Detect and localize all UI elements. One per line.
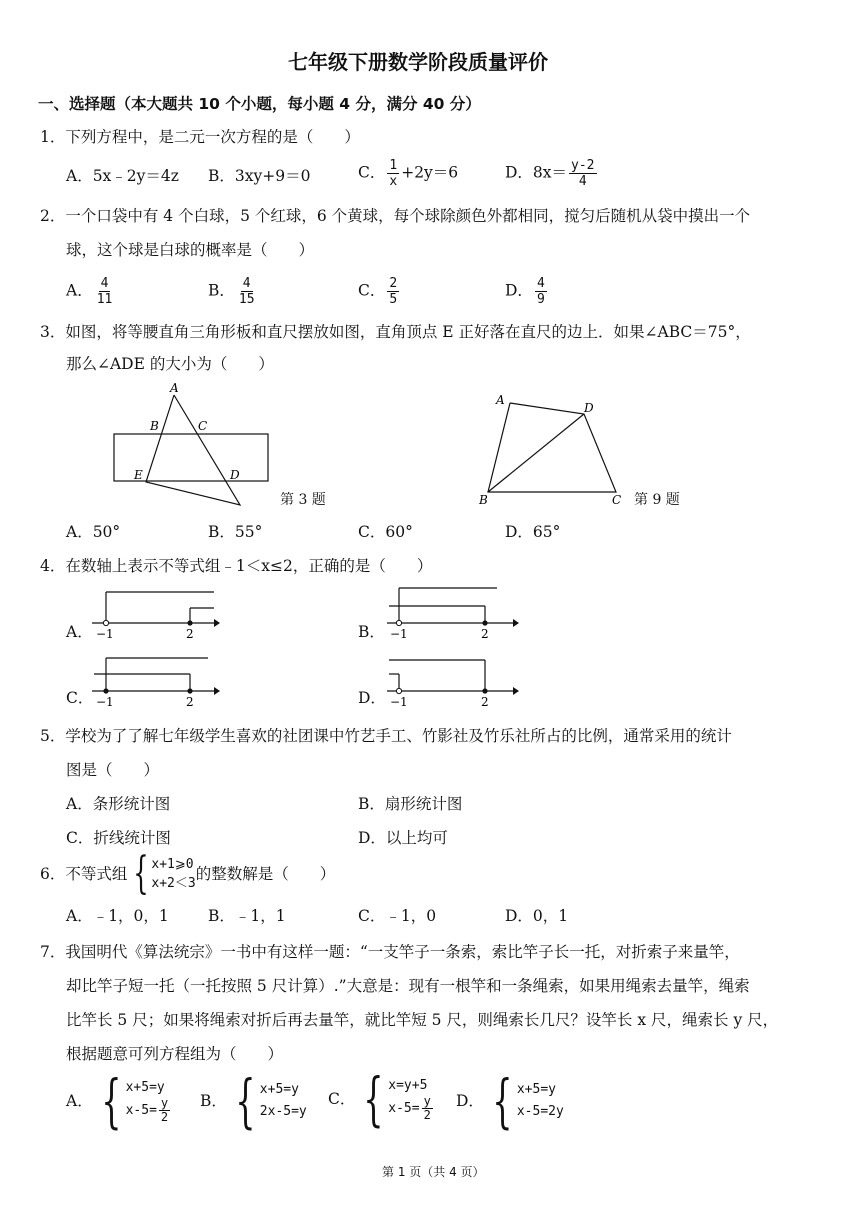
q7-stem-line4: 根据题意可列方程组为（ ） xyxy=(66,1045,284,1063)
q4-stem: 4．在数轴上表示不等式组﹣1＜x≤2，正确的是（ ） xyxy=(40,557,433,575)
label-e: E xyxy=(134,468,143,482)
tick-2: 2 xyxy=(481,627,489,640)
q2-option-c: C． $\frac{2}{5}$ xyxy=(358,276,398,307)
tick-2: 2 xyxy=(186,695,194,708)
q7-option-c: C． { x=y+5 x-5= $\frac{y}{2}$ xyxy=(328,1065,431,1133)
q1-option-d: D．8x＝ $\frac{y-2}{4}$ xyxy=(505,158,595,189)
q3-option-b: B．55° xyxy=(208,523,263,541)
q4-option-b-label: B． xyxy=(358,623,385,641)
q3-stem-line2: 那么∠ADE 的大小为（ ） xyxy=(66,355,274,373)
q2-option-b: B． $\frac{4}{15}$ xyxy=(208,276,255,307)
q5-stem-line2: 图是（ ） xyxy=(66,761,160,779)
q4-option-c-label: C． xyxy=(66,689,94,707)
q2-stem-line1: 2．一个口袋中有 4 个白球，5 个红球，6 个黄球，每个球除颜色外都相同，搅匀后随机从袋中摸出一个 xyxy=(40,207,751,225)
label-a: A xyxy=(170,381,179,395)
label-c: C xyxy=(612,493,622,507)
q6-option-a: A．﹣1，0，1 xyxy=(66,907,169,925)
tick-minus1: −1 xyxy=(96,627,114,640)
section-heading: 一、选择题（本大题共 10 个小题，每小题 4 分，满分 40 分） xyxy=(38,95,481,113)
q1-stem: 1．下列方程中，是二元一次方程的是（ ） xyxy=(40,128,360,146)
q2-stem-line2: 球，这个球是白球的概率是（ ） xyxy=(66,241,315,259)
q2-option-d: D． $\frac{4}{9}$ xyxy=(505,276,545,307)
q3-option-c: C．60° xyxy=(358,523,413,541)
q3-figure xyxy=(100,378,290,508)
tick-2: 2 xyxy=(481,695,489,708)
q4-numberline-a xyxy=(90,588,220,640)
q5-option-a: A．条形统计图 xyxy=(66,795,171,813)
q7-option-b: B． { x+5=y 2x-5=y xyxy=(200,1067,307,1135)
page-footer: 第 1 页（共 4 页） xyxy=(382,1165,485,1179)
q5-option-d: D．以上均可 xyxy=(358,829,448,847)
q7-stem-line1: 7．我国明代《算法统宗》一书中有这样一题：“一支竿子一条索，索比竿子长一托，对折索子来量竿， xyxy=(40,943,740,961)
tick-minus1: −1 xyxy=(390,627,408,640)
q1-option-c: C． $\frac{1}{x}$ +2y＝6 xyxy=(358,158,459,189)
q3-stem-line1: 3．如图，将等腰直角三角形板和直尺摆放如图，直角顶点 E 正好落在直尺的边上．如果∠ABC＝75°， xyxy=(40,323,751,341)
label-b: B xyxy=(150,419,159,433)
q4-option-a-label: A． xyxy=(66,623,93,641)
q4-option-d-label: D． xyxy=(358,689,386,707)
label-d: D xyxy=(230,468,240,482)
tick-minus1: −1 xyxy=(96,695,114,708)
q5-option-b: B．扇形统计图 xyxy=(358,795,463,813)
triangle xyxy=(146,395,240,505)
q1-option-a: A．5x﹣2y＝4z xyxy=(66,167,179,185)
q4-numberline-d xyxy=(385,652,520,708)
q6-option-c: C．﹣1，0 xyxy=(358,907,437,925)
tick-minus1: −1 xyxy=(390,695,408,708)
q4-numberline-b xyxy=(385,584,520,640)
label-a: A xyxy=(496,393,505,407)
q7-option-a: A． { x+5=y x-5= $\frac{y}{2}$ xyxy=(66,1067,169,1135)
q5-stem-line1: 5．学校为了了解七年级学生喜欢的社团课中竹艺手工、竹影社及竹乐社所占的比例，通常采用的统计 xyxy=(40,727,732,745)
q3-figure-caption: 第 3 题 xyxy=(280,492,326,508)
q7-stem-line3: 比竿长 5 尺；如果将绳索对折后再去量竿，就比竿短 5 尺，则绳索长几尺？设竿长 x 尺，绳索长 y 尺， xyxy=(66,1011,779,1029)
q5-option-c: C．折线统计图 xyxy=(66,829,171,847)
q6-option-d: D．0，1 xyxy=(505,907,569,925)
q1-option-b: B．3xy+9＝0 xyxy=(208,167,311,185)
q3-option-a: A．50° xyxy=(66,523,121,541)
q4-numberline-c xyxy=(90,652,220,708)
q9-figure-caption: 第 9 题 xyxy=(634,492,680,508)
q7-option-d: D． { x+5=y x-5=2y xyxy=(456,1067,564,1135)
label-b: B xyxy=(479,493,488,507)
diagonal-bd xyxy=(488,414,584,492)
q6-stem: 6．不等式组 { x+1⩾0 x+2＜3 的整数解是（ ） xyxy=(40,848,336,899)
q6-option-b: B．﹣1，1 xyxy=(208,907,286,925)
q3-option-d: D．65° xyxy=(505,523,561,541)
q9-figure xyxy=(476,386,636,508)
quad xyxy=(488,403,616,492)
page-title: 七年级下册数学阶段质量评价 xyxy=(288,50,548,74)
q7-stem-line2: 却比竿子短一托（一托按照 5 尺计算）.”大意是：现有一根竿和一条绳索，如果用绳索去量竿，绳索 xyxy=(66,977,750,995)
label-c: C xyxy=(198,419,208,433)
tick-2: 2 xyxy=(186,627,194,640)
q2-option-a: A． $\frac{4}{11}$ xyxy=(66,276,113,307)
label-d: D xyxy=(584,401,594,415)
